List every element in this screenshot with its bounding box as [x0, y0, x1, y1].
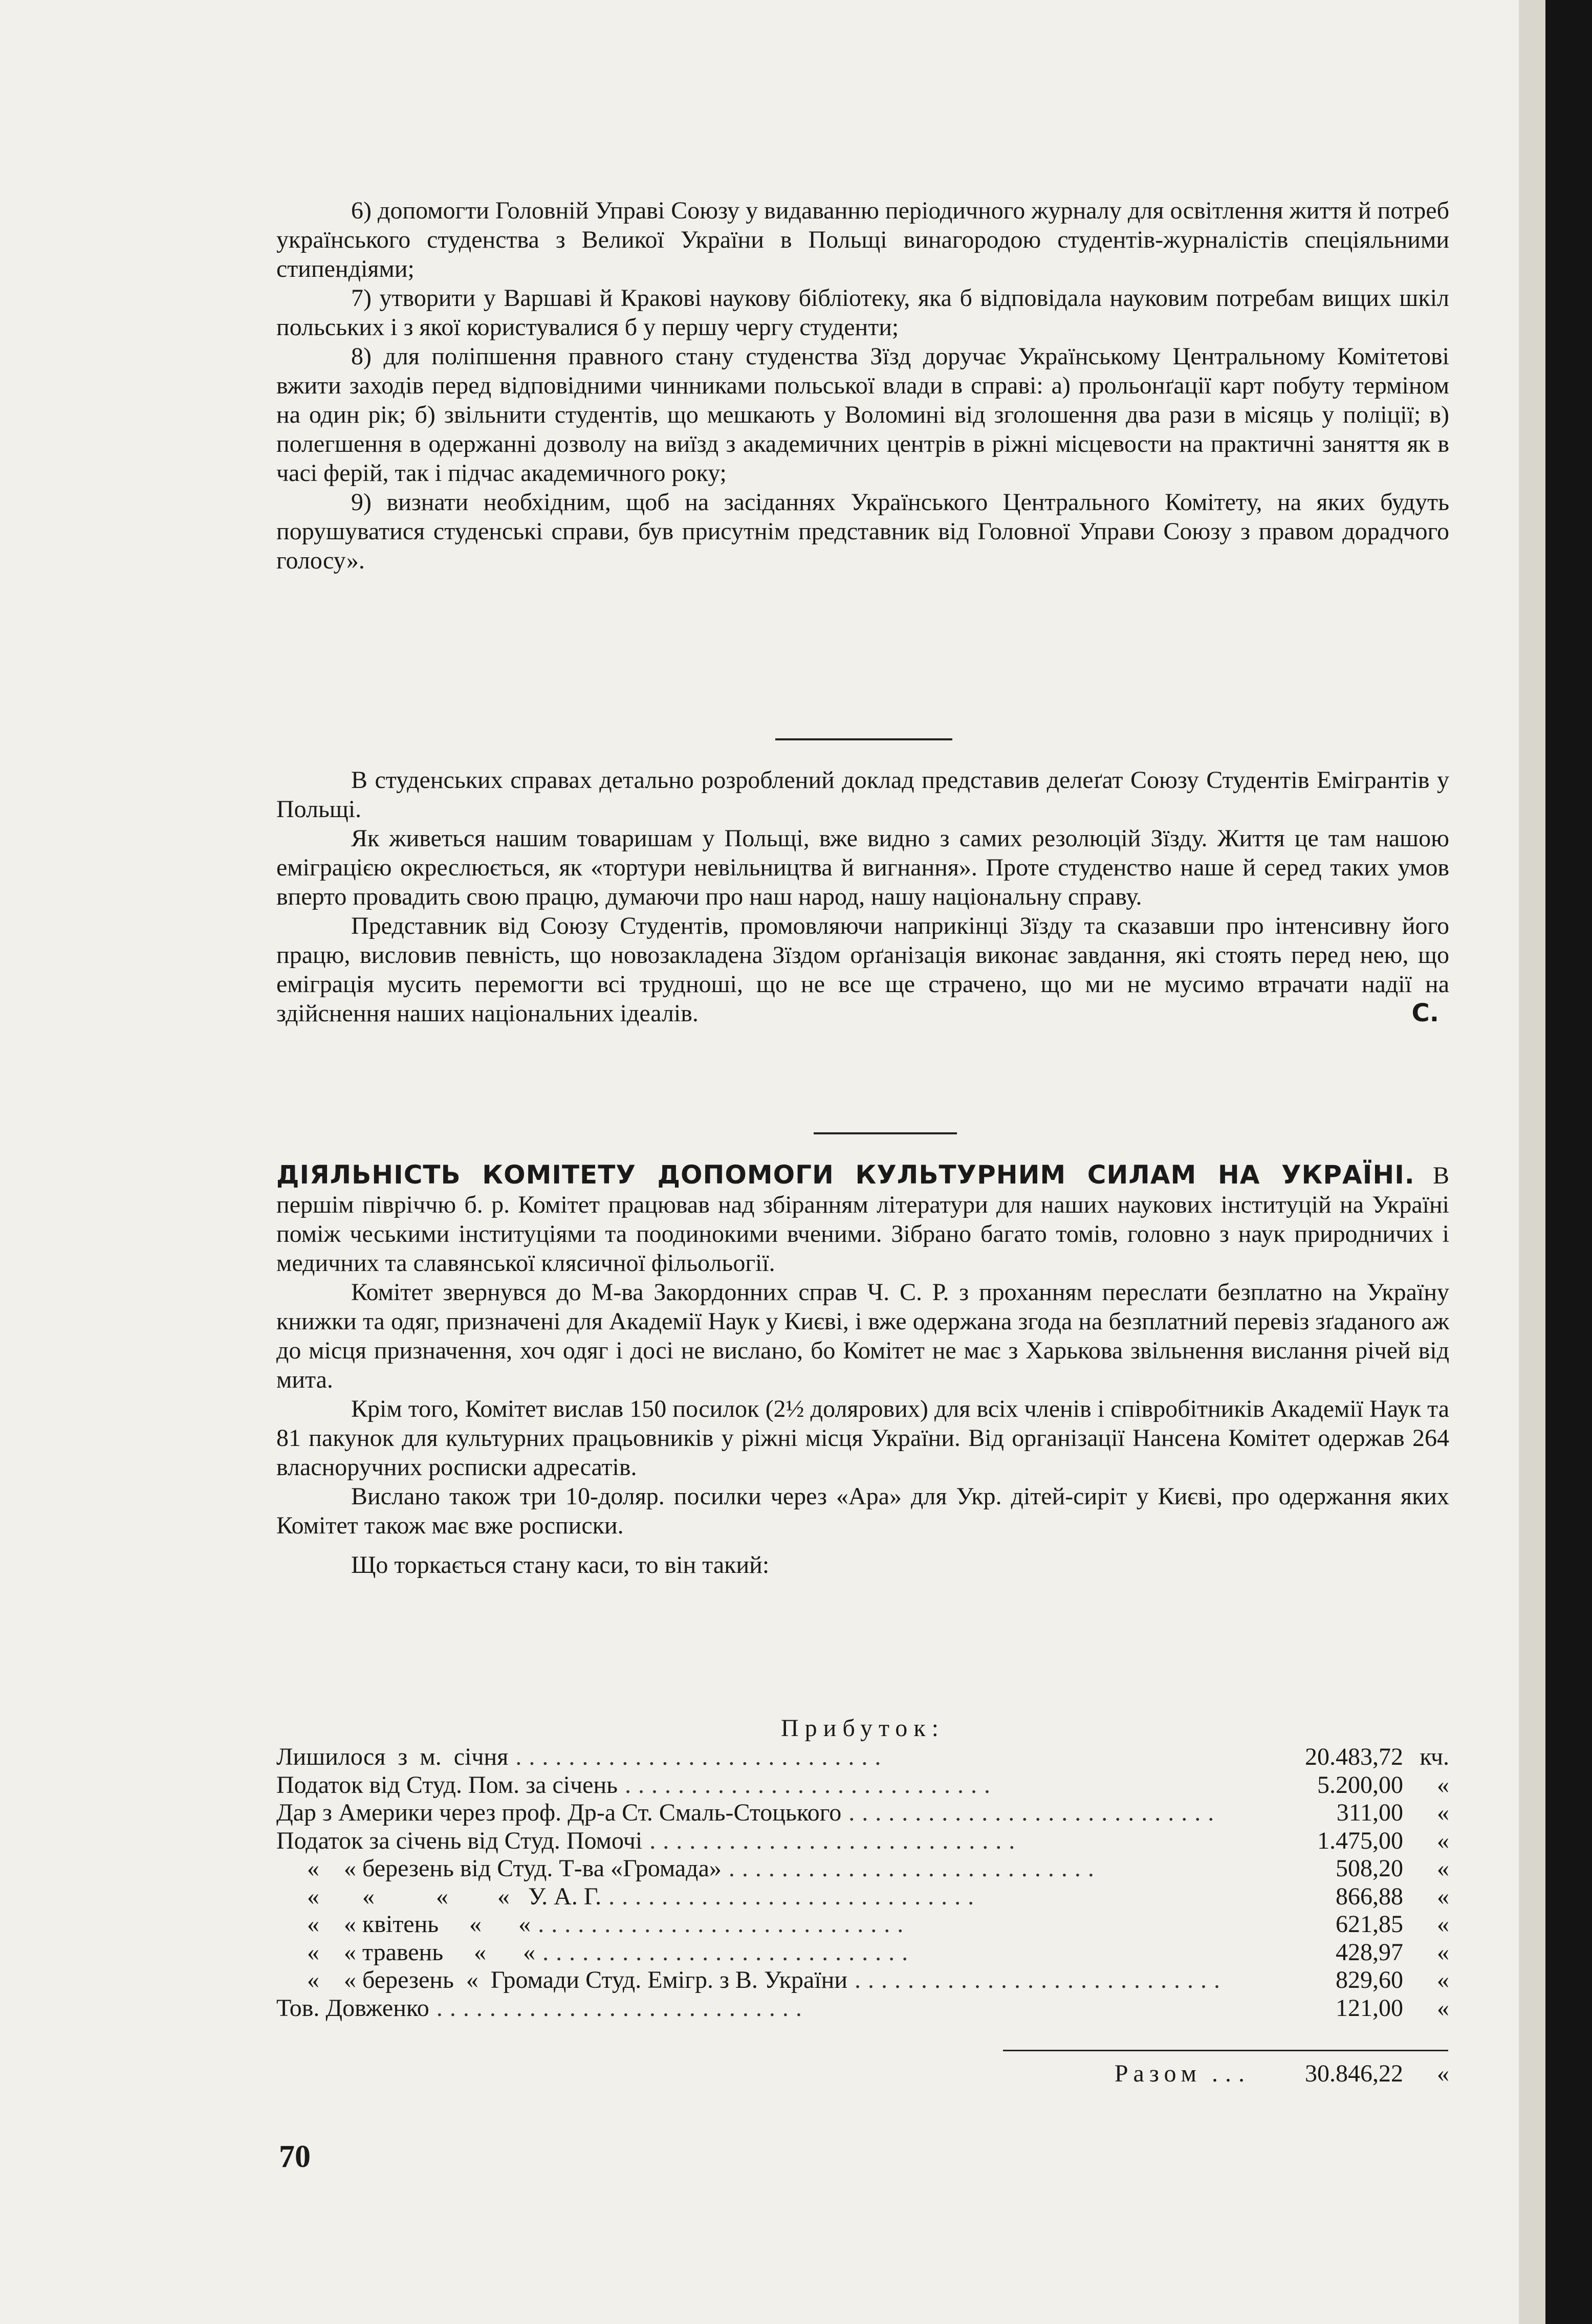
closing-paragraph	[276, 911, 1449, 1028]
total-leader: ...	[1212, 2060, 1252, 2087]
table-row: « « « « У. А. Г. ............................ 866,88 «	[276, 1882, 1449, 1910]
section-divider	[775, 738, 952, 740]
income-caption: Прибуток:	[781, 1715, 945, 1742]
page-edge	[1519, 0, 1545, 2324]
closing-text: Представник від Союзу Студентів, промовляючи наприкінці Зїзду та сказавши про інтенсивну його працю, висловив певність, що новозакладена Зїздом орґанізація виконає завдання, які стоять перед нею, що еміграція мусить перемогти всі трудноші, що не все ще страчено, що ми не мусимо втрачати надії на здійснення наших національних ідеалів.	[276, 912, 1449, 1027]
total-rule	[1003, 2050, 1448, 2051]
section-paragraph: Комітет звернувся до М-ва Закордонних справ Ч. С. Р. з проханням переслати безплатно на Україну книжки та одяг, призначені для Академії Наук у Києві, і вже одержана згода на безплатний перевіз зґаданого аж до місця призначення, хоч одяг і досі не вислано, бо Комітет не має з Харькова звільнення вислання річей від мита.	[276, 1279, 1449, 1393]
report-paragraph: Як живеться нашим товаришам у Польщі, вже видно з самих резолюцій Зїзду. Життя це там нашою еміграцією окреслюється, як «тортури невільництва й вигнання». Проте студенство наше й серед таких умов вперто провадить свою працю, думаючи про наш народ, нашу національну справу.	[276, 825, 1449, 910]
section-divider	[814, 1132, 957, 1134]
table-row: « « квітень « « ............................ 621,85 «	[276, 1911, 1449, 1938]
total-amount: 30.846,22	[1305, 2060, 1403, 2087]
table-row: « « березень від Студ. Т-ва «Громада» ............................ 508,20 «	[276, 1855, 1449, 1882]
report-block	[276, 765, 1449, 1028]
income-table	[276, 1742, 1449, 2021]
section-paragraph: Крім того, Комітет вислав 150 посилок (2½ долярових) для всіх членів і співробітників Академії Наук та 81 пакунок для культурних працьовників у ріжні місця України. Від організації Нансена Комітет одержав 264 власноручних росписки адресатів.	[276, 1395, 1449, 1481]
table-row: Лишилося з м. січня ............................ 20.483,72 кч.	[276, 1743, 1449, 1770]
section-paragraph: Вислано також три 10-доляр. посилки через «Ара» для Укр. дітей-сиріт у Києві, про одержання яких Комітет також має вже росписки.	[276, 1483, 1449, 1539]
section-lead	[276, 1160, 1449, 1278]
table-row: Тов. Довженко ............................ 121,00 «	[276, 1994, 1449, 2021]
table-row: Податок від Студ. Пом. за січень ............................ 5.200,00 «	[276, 1771, 1449, 1798]
income-total-row	[276, 2059, 1449, 2089]
resolution-item-6: 6) допомогти Головній Управі Союзу у видаванню періодичного журналу для освітлення життя й потреб українського студенства з Великої України в Польщі винагородою студентів-журналістів спеціяльними стипендіями;	[276, 197, 1449, 282]
table-row: « « травень « « ............................ 428,97 «	[276, 1938, 1449, 1965]
page-number: 70	[279, 2139, 311, 2174]
table-row: Податок за січень від Студ. Помочі ............................ 1.475,00 «	[276, 1827, 1449, 1854]
resolution-items	[276, 196, 1449, 575]
total-label: Разом	[1114, 2060, 1202, 2087]
committee-section	[276, 1160, 1449, 1580]
section-lead-text: В першім півріччю б. р. Комітет працював над збіранням літератури для наших наукових інституцій на Україні поміж чеськими інституціями та поодинокими вченими. Зібрано багато томів, головно з наук природничих і медичних та славянської клясичної фільольогії.	[276, 1162, 1450, 1277]
author-signature: С.	[1411, 999, 1439, 1027]
report-paragraph: В студенських справах детально розроблений доклад представив делеґат Союзу Студентів Емігрантів у Польщі.	[276, 766, 1449, 823]
resolution-item-9: 9) визнати необхідним, щоб на засіданнях Українського Центрального Комітету, на яких будуть порушуватися студенські справи, був присутнім представник від Головної Управи Союзу з правом дорадчого голосу».	[276, 489, 1449, 574]
table-row: « « березень « Громади Студ. Емігр. з В. України ............................ 829,60 «	[276, 1966, 1449, 1993]
section-paragraph: Що торкається стану каси, то він такий:	[351, 1551, 770, 1578]
section-heading: ДІЯЛЬНІСТЬ КОМІТЕТУ ДОПОМОГИ КУЛЬТУРНИМ СИЛАМ НА УКРАЇНІ.	[276, 1160, 1415, 1190]
table-row: Дар з Америки через проф. Др-а Ст. Смаль-Стоцького ............................ 311,00 «	[276, 1799, 1449, 1826]
resolution-item-8: 8) для поліпшення правного стану студенства Зїзд доручає Українському Центральному Комітетові вжити заходів перед відповідними чинниками польської влади в справі: а) прольонґації карт побуту терміном на один рік; б) звільнити студентів, що мешкають у Воломині від зголошення два рази в місяць у поліції; в) полегшення в одержанні дозволу на виїзд з академичних центрів в ріжні місцевости на практичні заняття як в часі ферій, так і підчас академичного року;	[276, 343, 1449, 487]
total-unit: «	[1437, 2060, 1449, 2087]
resolution-item-7: 7) утворити у Варшаві й Кракові наукову бібліотеку, яка б відповідала науковим потребам вищих шкіл польських і з якої користувалися б у першу чергу студенти;	[276, 284, 1449, 341]
